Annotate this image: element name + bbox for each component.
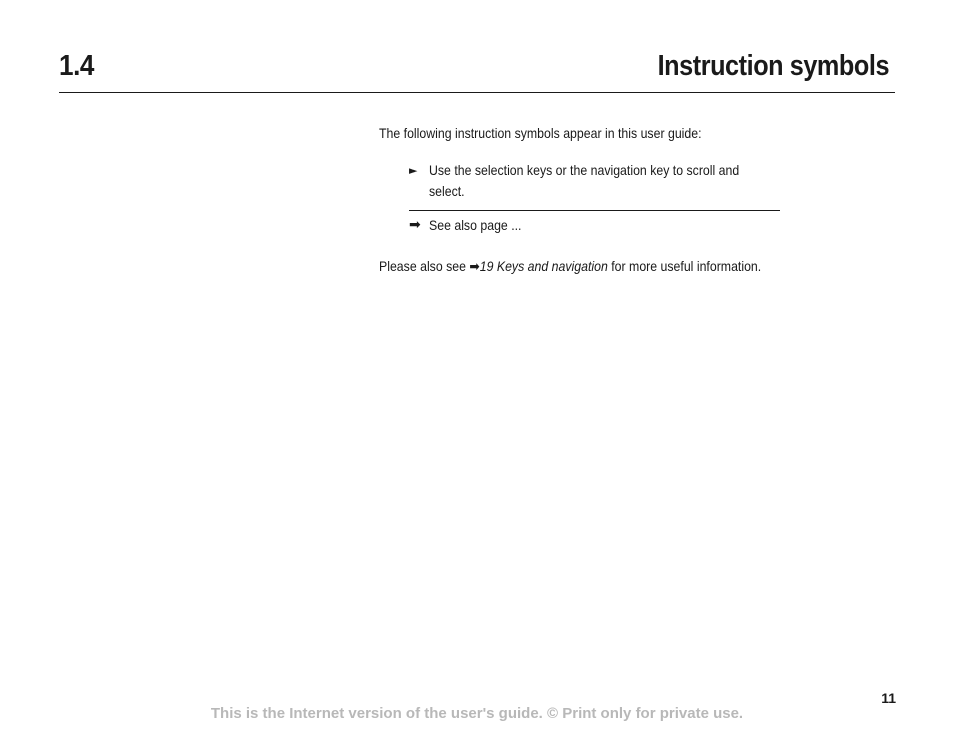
symbol-description-line: select. <box>429 183 465 199</box>
arrow-right-icon: ➡ <box>409 217 421 233</box>
symbol-row-navigation <box>409 160 782 202</box>
symbol-description <box>429 215 521 236</box>
section-title: Instruction symbols <box>657 50 889 82</box>
symbol-divider <box>409 210 780 211</box>
see-also-paragraph <box>379 256 761 278</box>
symbol-description-line: See also page ... <box>429 217 522 233</box>
symbol-description <box>429 160 739 202</box>
title-divider <box>59 92 895 93</box>
section-number: 1.4 <box>59 50 94 82</box>
triangle-right-icon: ► <box>409 164 418 177</box>
cross-reference-link[interactable]: 19 Keys and navigation <box>479 258 608 274</box>
page-number: 11 <box>881 690 896 706</box>
arrow-right-icon: ➡ <box>469 259 480 275</box>
see-also-prefix: Please also see <box>379 258 470 274</box>
symbol-description-line: Use the selection keys or the navigation key to scroll and <box>429 162 740 178</box>
symbol-row-see-also <box>409 215 534 236</box>
see-also-suffix: for more useful information. <box>607 258 762 274</box>
intro-paragraph: The following instruction symbols appear in this user guide: <box>379 125 702 141</box>
footer-notice: This is the Internet version of the user's guide. © Print only for private use. <box>210 705 744 722</box>
